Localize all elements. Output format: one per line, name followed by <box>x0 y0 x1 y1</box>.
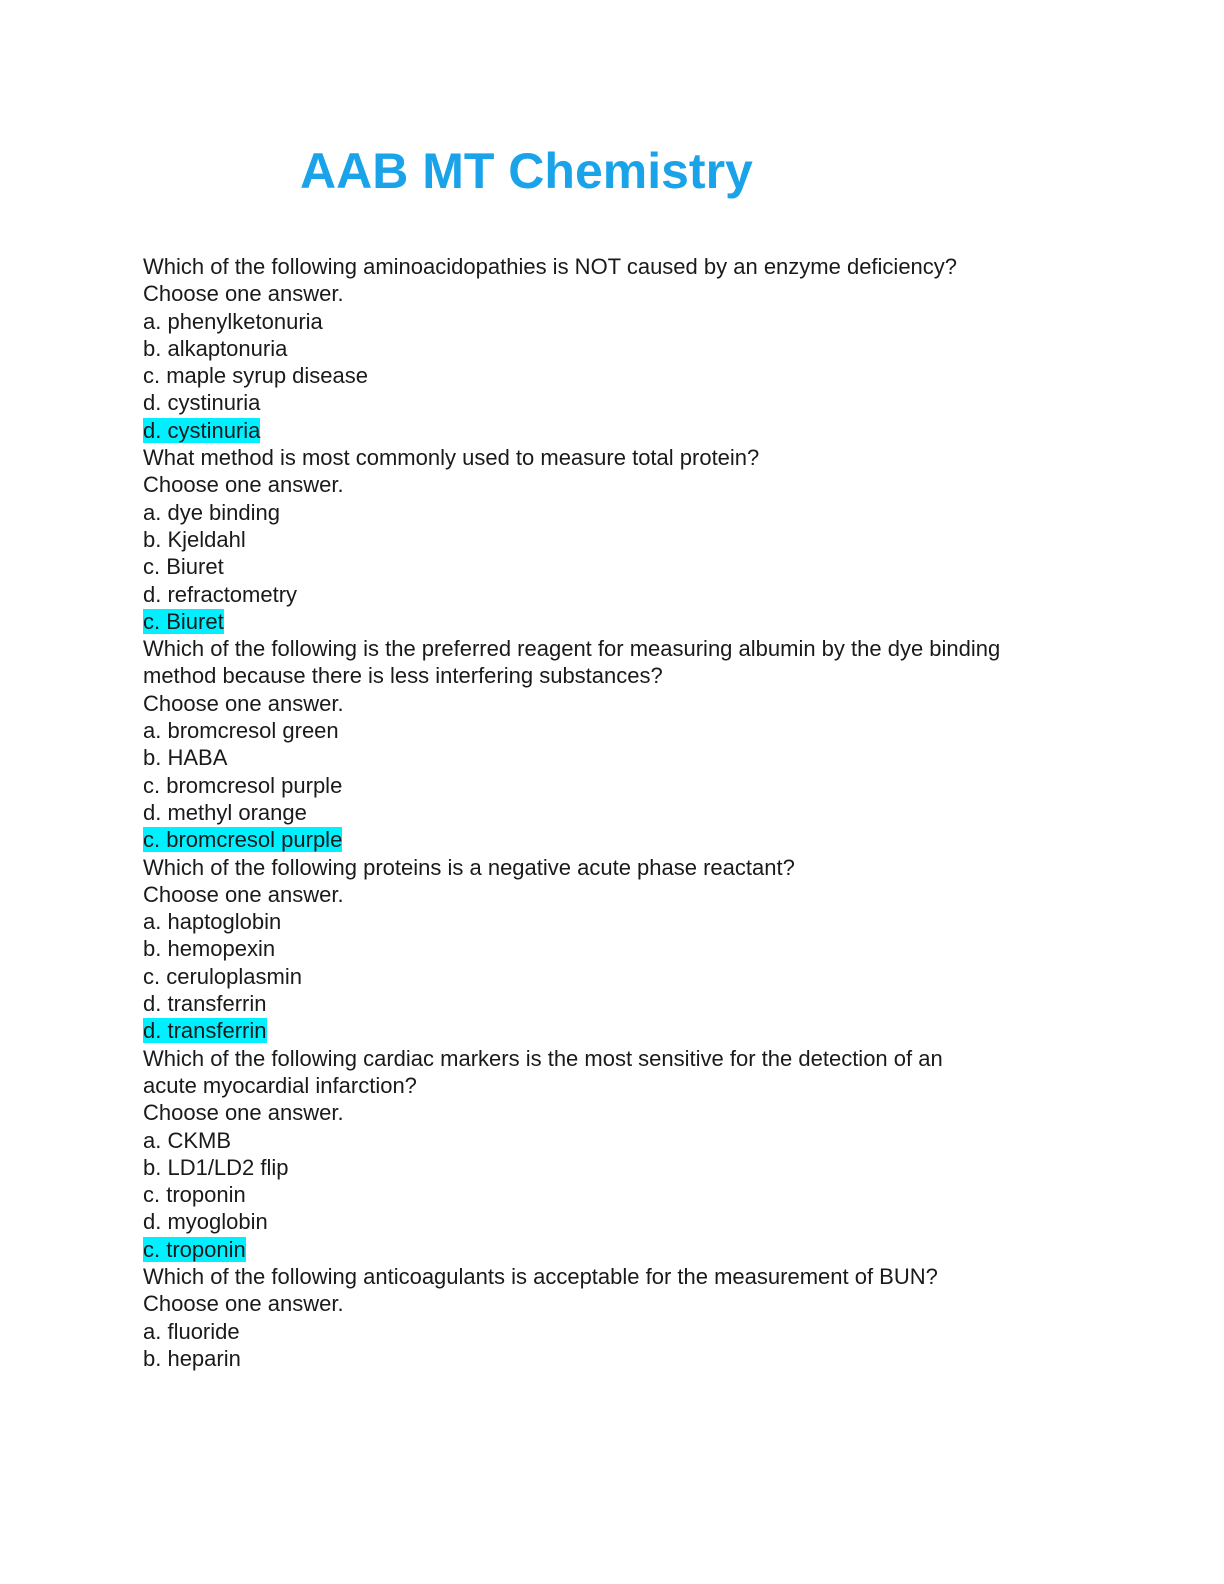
answer-option-text: a. fluoride <box>143 1318 240 1344</box>
answer-option-text: a. dye binding <box>143 499 280 525</box>
choose-prompt <box>143 280 1083 307</box>
question-stem-text: Which of the following anticoagulants is acceptable for the measurement of BUN? <box>143 1263 938 1289</box>
choose-prompt-text: Choose one answer. <box>143 281 344 307</box>
answer-option-text: b. LD1/LD2 flip <box>143 1154 289 1180</box>
answer-option <box>143 908 1083 935</box>
answer-option <box>143 499 1083 526</box>
highlighted-answer-text: c. Biuret <box>143 608 224 634</box>
answer-option-text: c. maple syrup disease <box>143 363 368 389</box>
highlighted-answer <box>143 417 1083 444</box>
answer-option <box>143 581 1083 608</box>
choose-prompt <box>143 471 1083 498</box>
answer-option-text: a. haptoglobin <box>143 909 282 935</box>
highlighted-answer <box>143 608 1083 635</box>
answer-option-text: c. troponin <box>143 1182 246 1208</box>
answer-option-text: a. bromcresol green <box>143 718 339 744</box>
answer-option <box>143 526 1083 553</box>
answer-option-text: c. Biuret <box>143 554 224 580</box>
question-stem <box>143 1045 1083 1072</box>
choose-prompt <box>143 1099 1083 1126</box>
choose-prompt-text: Choose one answer. <box>143 472 344 498</box>
answer-option-text: c. bromcresol purple <box>143 772 343 798</box>
highlighted-answer <box>143 1017 1083 1044</box>
page-title: AAB MT Chemistry <box>300 143 753 199</box>
question-stem <box>143 662 1083 689</box>
answer-option <box>143 1154 1083 1181</box>
answer-option <box>143 1208 1083 1235</box>
question-stem-text: method because there is less interfering substances? <box>143 663 663 689</box>
question-stem <box>143 1263 1083 1290</box>
answer-option-text: b. alkaptonuria <box>143 335 288 361</box>
choose-prompt-text: Choose one answer. <box>143 1100 344 1126</box>
choose-prompt-text: Choose one answer. <box>143 1291 344 1317</box>
highlighted-answer-text: d. cystinuria <box>143 417 261 443</box>
choose-prompt <box>143 690 1083 717</box>
answer-option <box>143 963 1083 990</box>
answer-option-text: d. myoglobin <box>143 1209 268 1235</box>
answer-option <box>143 990 1083 1017</box>
question-stem <box>143 444 1083 471</box>
answer-option <box>143 1127 1083 1154</box>
answer-option-text: a. phenylketonuria <box>143 308 323 334</box>
question-stem <box>143 1072 1083 1099</box>
question-stem-text: acute myocardial infarction? <box>143 1072 417 1098</box>
question-list <box>143 253 1083 1372</box>
answer-option <box>143 1318 1083 1345</box>
answer-option-text: b. Kjeldahl <box>143 526 246 552</box>
highlighted-answer <box>143 826 1083 853</box>
question-stem-text: Which of the following proteins is a negative acute phase reactant? <box>143 854 795 880</box>
answer-option <box>143 772 1083 799</box>
question-stem <box>143 253 1083 280</box>
choose-prompt-text: Choose one answer. <box>143 881 344 907</box>
question-stem-text: Which of the following aminoacidopathies is NOT caused by an enzyme deficiency? <box>143 254 958 279</box>
answer-option-text: c. ceruloplasmin <box>143 963 302 989</box>
choose-prompt-text: Choose one answer. <box>143 690 344 716</box>
answer-option <box>143 335 1083 362</box>
highlighted-answer-text: c. troponin <box>143 1236 246 1262</box>
highlighted-answer <box>143 1236 1083 1263</box>
choose-prompt <box>143 881 1083 908</box>
highlighted-answer-text: c. bromcresol purple <box>143 827 343 853</box>
answer-option <box>143 308 1083 335</box>
answer-option-text: d. methyl orange <box>143 799 307 825</box>
question-stem-text: What method is most commonly used to measure total protein? <box>143 445 760 471</box>
answer-option <box>143 553 1083 580</box>
answer-option <box>143 1181 1083 1208</box>
answer-option <box>143 799 1083 826</box>
answer-option-text: d. cystinuria <box>143 390 261 416</box>
answer-option <box>143 935 1083 962</box>
answer-option-text: b. heparin <box>143 1345 241 1371</box>
question-stem <box>143 854 1083 881</box>
answer-option <box>143 362 1083 389</box>
answer-option-text: d. refractometry <box>143 581 298 607</box>
answer-option <box>143 389 1083 416</box>
answer-option-text: b. HABA <box>143 745 228 771</box>
highlighted-answer-text: d. transferrin <box>143 1018 267 1044</box>
answer-option <box>143 717 1083 744</box>
answer-option-text: a. CKMB <box>143 1127 232 1153</box>
choose-prompt <box>143 1290 1083 1317</box>
answer-option <box>143 1345 1083 1372</box>
answer-option-text: d. transferrin <box>143 991 267 1017</box>
answer-option-text: b. hemopexin <box>143 936 276 962</box>
answer-option <box>143 744 1083 771</box>
question-stem-text: Which of the following is the preferred reagent for measuring albumin by the dye binding <box>143 636 1001 662</box>
question-stem <box>143 635 1083 662</box>
question-stem-text: Which of the following cardiac markers is the most sensitive for the detection of an <box>143 1045 943 1071</box>
